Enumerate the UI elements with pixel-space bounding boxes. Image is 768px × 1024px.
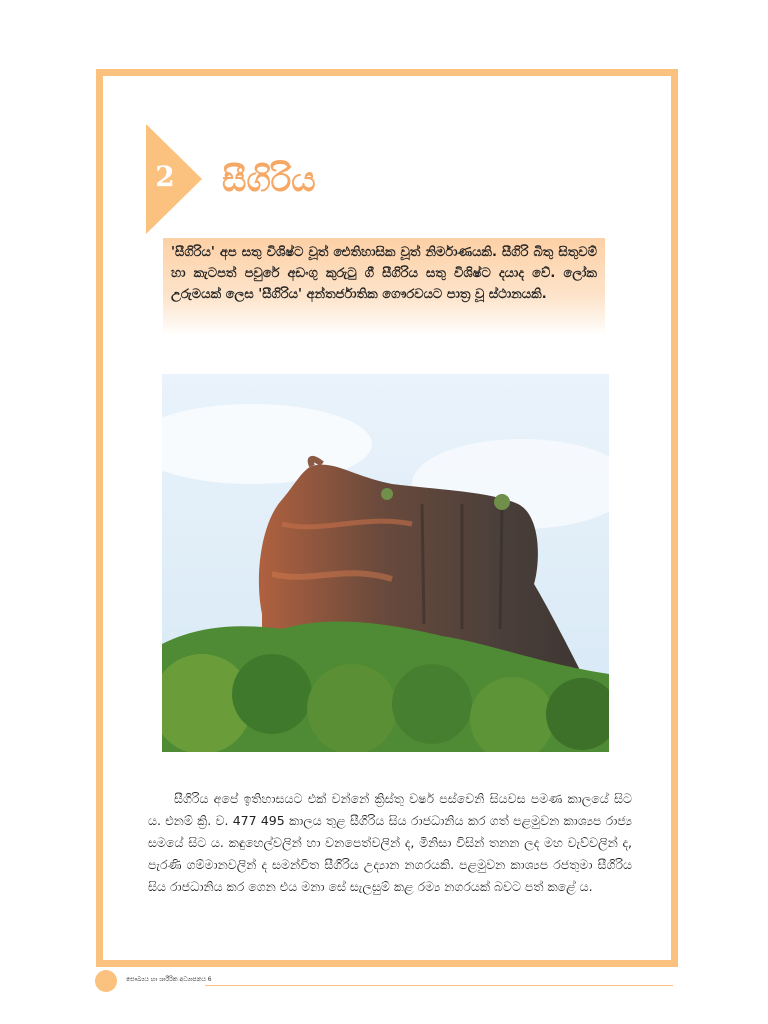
footer-text: සෞඛ්‍යය හා ශාරීරික අධ්‍යාපනය 6 [126,976,212,983]
chapter-number: 2 [155,160,175,193]
intro-text: 'සීගිරිය' අප සතු විශිෂ්ට වූත් ඓතිහාසික වූත් නිර්මාණයකි. සීගිරි බිතු සිතුවම් හා කැටපත් පවුරේ අඩංගු කුරුටු ගී සීගිරිය සතු විශිෂ්ට දයාද වේ. ලෝක උරුමයක් ලෙස 'සීගිරිය' අන්තර්ජාතික ගෞරවයට පාත්‍ර වූ ස්ථානයකි. [171,245,597,302]
sigiriya-photo [162,374,609,752]
footer-rule [205,985,673,986]
chapter-title: සීගිරිය [222,160,316,200]
footer-page-circle [95,970,117,992]
intro-box [163,238,605,336]
body-paragraph: සීගිරිය අපේ ඉතිහාසයට එක් වන්නේ ක්‍රිස්තු වර්ෂ පස්වෙනි සියවස පමණ කාලයේ සිට ය. එනම් ක්‍රි. ව. 477 495 කාලය තුළ සීගිරිය සිය රාජධානිය කර ගත් පළමුවන කාශ්‍යප රාජ්‍ය සමයේ සිට ය. කඳුහෙල්වලින් හා වනපෙත්වලින් ද, මිනිසා විසින් තනන ලද මහ වැව්වලින් ද, පැරණි ගම්මානවලින් ද සමන්විත සීගිරිය උද්‍යාන නගරයකි. පළමුවන කාශ්‍යප රජතුමා සීගිරිය සිය රාජධානිය කර ගෙන එය මනා සේ සැලසුම් කළ රම්‍ය නගරයක් බවට පත් කළේ ය. [148,791,632,894]
